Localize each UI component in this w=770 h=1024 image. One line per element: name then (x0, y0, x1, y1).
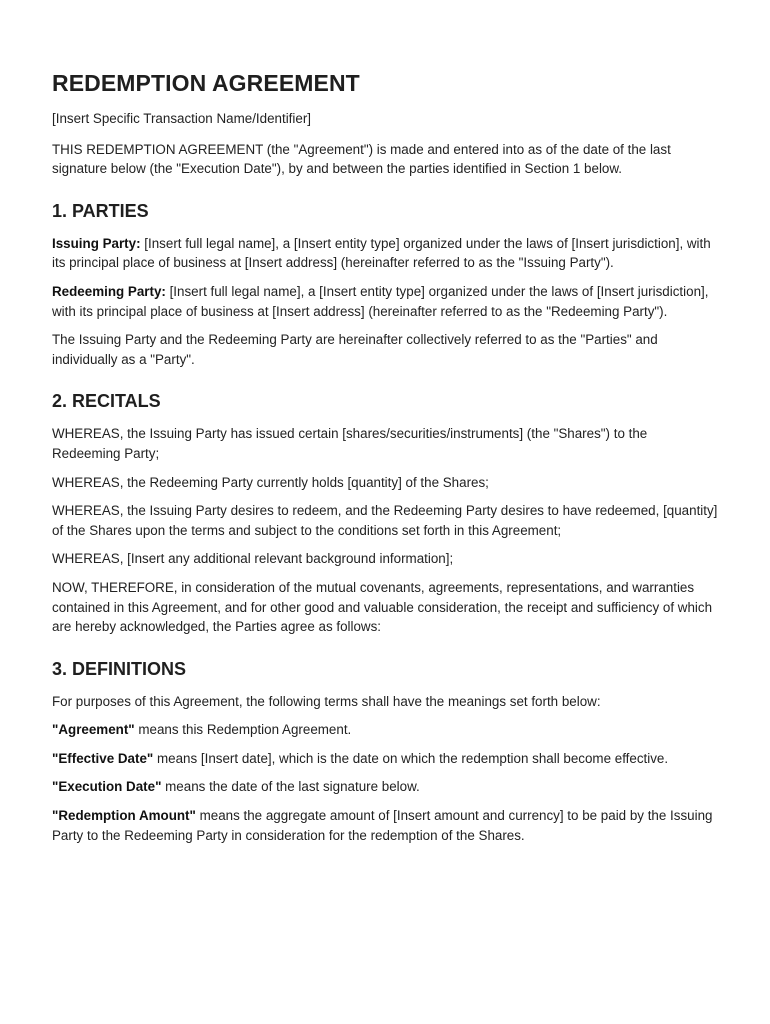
intro-paragraph: THIS REDEMPTION AGREEMENT (the "Agreement") is made and entered into as of the date of the last signature below (the "Execution Date"), by and between the parties identified in Section 1 below. (52, 141, 671, 177)
redeeming-party-label: Redeeming Party: (52, 283, 166, 299)
definition-term: "Redemption Amount" (52, 808, 196, 824)
recital-paragraph: WHEREAS, the Issuing Party has issued certain [shares/securities/instruments] (the "Shares") to the Redeeming Party; (52, 426, 648, 461)
definition-term: "Execution Date" (52, 779, 162, 795)
definition-text: means [Insert date], which is the date on which the redemption shall become effective. (153, 750, 669, 766)
redeeming-party-text: [Insert full legal name], a [Insert entity type] organized under the laws of [Insert jurisdiction], with its principal place of business at [Insert address] (hereinafter referred to as the "Redeeming Party"). (52, 283, 709, 319)
document-title: REDEMPTION AGREEMENT (52, 70, 360, 96)
section-heading-recitals: 2. RECITALS (52, 391, 161, 412)
definition-text: means the aggregate amount of [Insert amount and currency] to be paid by the Issuing Party to the Redeeming Party in consideration for the redemption of the Shares. (52, 808, 713, 843)
definition-item (52, 720, 718, 740)
redeeming-party-paragraph (52, 282, 718, 321)
definitions-intro: For purposes of this Agreement, the following terms shall have the meanings set forth below: (52, 693, 601, 709)
definition-text: means the date of the last signature below. (161, 779, 420, 795)
section-heading-definitions: 3. DEFINITIONS (52, 658, 187, 679)
definition-item (52, 777, 718, 797)
section-heading-parties: 1. PARTIES (52, 200, 149, 221)
definition-item (52, 749, 718, 769)
recital-paragraph: WHEREAS, the Redeeming Party currently holds [quantity] of the Shares; (52, 474, 489, 490)
recital-paragraph: WHEREAS, [Insert any additional relevant background information]; (52, 551, 454, 567)
parties-collective-paragraph: The Issuing Party and the Redeeming Party are hereinafter collectively referred to as the "Parties" and individually as a "Party". (52, 332, 658, 367)
definition-text: means this Redemption Agreement. (134, 722, 352, 738)
recital-now-therefore: NOW, THEREFORE, in consideration of the mutual covenants, agreements, representations, and warranties contained in this Agreement, and for other good and valuable consideration, the receipt and sufficiency of which are hereby acknowledged, the Parties agree as follows: (52, 579, 713, 635)
issuing-party-label: Issuing Party: (52, 235, 141, 251)
definition-term: "Effective Date" (52, 750, 154, 766)
definition-term: "Agreement" (52, 722, 135, 738)
issuing-party-text: [Insert full legal name], a [Insert entity type] organized under the laws of [Insert jurisdiction], with its principal place of business at [Insert address] (hereinafter referred to as the "Issuing Party"). (52, 235, 711, 271)
definition-item (52, 806, 718, 845)
recital-paragraph: WHEREAS, the Issuing Party desires to redeem, and the Redeeming Party desires to have redeemed, [quantity] of the Shares upon the terms and subject to the conditions set forth in this Agreement; (52, 503, 718, 538)
document-subtitle: [Insert Specific Transaction Name/Identifier] (52, 111, 311, 126)
issuing-party-paragraph (52, 234, 718, 273)
